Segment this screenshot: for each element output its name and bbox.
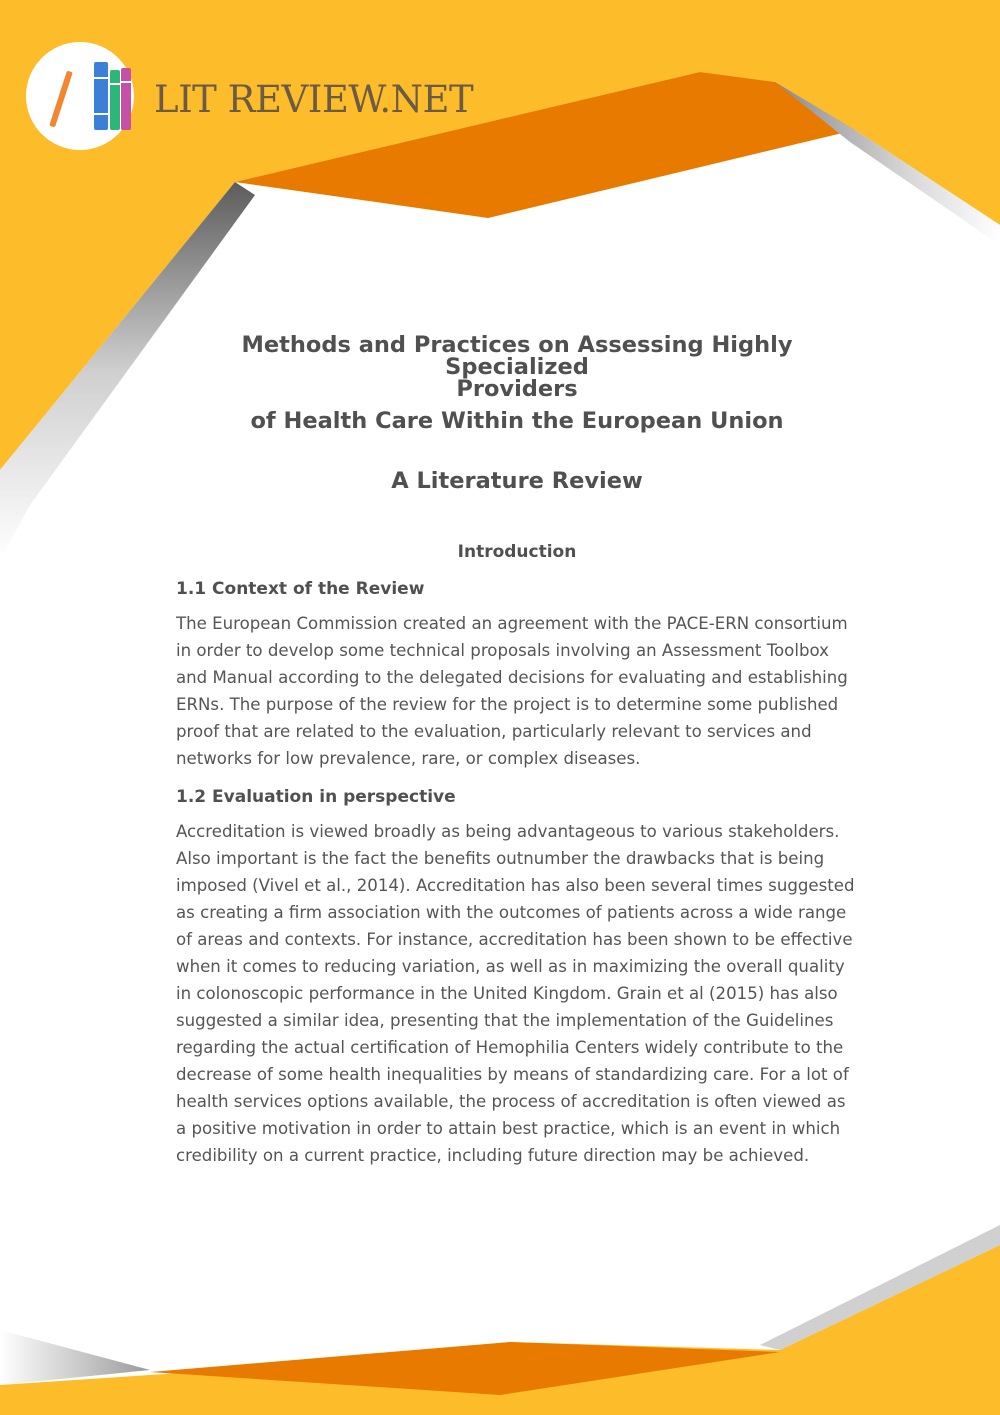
logo-badge: [26, 42, 134, 150]
paragraph-context: The European Commission created an agreement with the PACE-ERN consortium in order to develop some technical proposals involving an Assessment Toolbox and Manual according to the delegated decisions for evaluating and establishing ERNs. The purpose of the review for the project is to determine some published proof that are related to the evaluation, particularly relevant to services and networks for low prevalence, rare, or complex diseases.: [176, 614, 848, 768]
books-icon: [48, 56, 138, 138]
document-subtitle: A Literature Review: [391, 468, 643, 494]
logo-text: LIT REVIEW.NET: [154, 78, 474, 121]
document-title: [176, 334, 858, 432]
subsection-heading-context: 1.1 Context of the Review: [176, 579, 425, 599]
title-line-1: Methods and Practices on Assessing Highly Specialized: [241, 332, 793, 380]
document-body: [176, 334, 858, 1169]
paragraph-evaluation: Accreditation is viewed broadly as being advantageous to various stakeholders. Also important is the fact the benefits outnumber the drawbacks that is being imposed (Vivel et al., 2014). Accreditation has also been several times suggested as creating a firm association with the outcomes of patients across a wide range of areas and contexts. For instance, accreditation has been shown to be effective when it comes to reducing variation, as well as in maximizing the overall quality in colonoscopic performance in the United Kingdom. Grain et al (2015) has also suggested a similar idea, presenting that the implementation of the Guidelines regarding the actual certification of Hemophilia Centers widely contribute to the decrease of some health inequalities by means of standardizing care. For a lot of health services options available, the process of accreditation is often viewed as a positive motivation in order to attain best practice, which is an event in which credibility on a current practice, including future direction may be achieved.: [176, 822, 855, 1165]
title-line-2: Providers: [456, 376, 578, 402]
title-line-3: of Health Care Within the European Union: [250, 408, 784, 434]
section-heading-introduction: Introduction: [457, 542, 577, 562]
logo[interactable]: [26, 42, 476, 152]
subsection-heading-evaluation: 1.2 Evaluation in perspective: [176, 787, 456, 807]
